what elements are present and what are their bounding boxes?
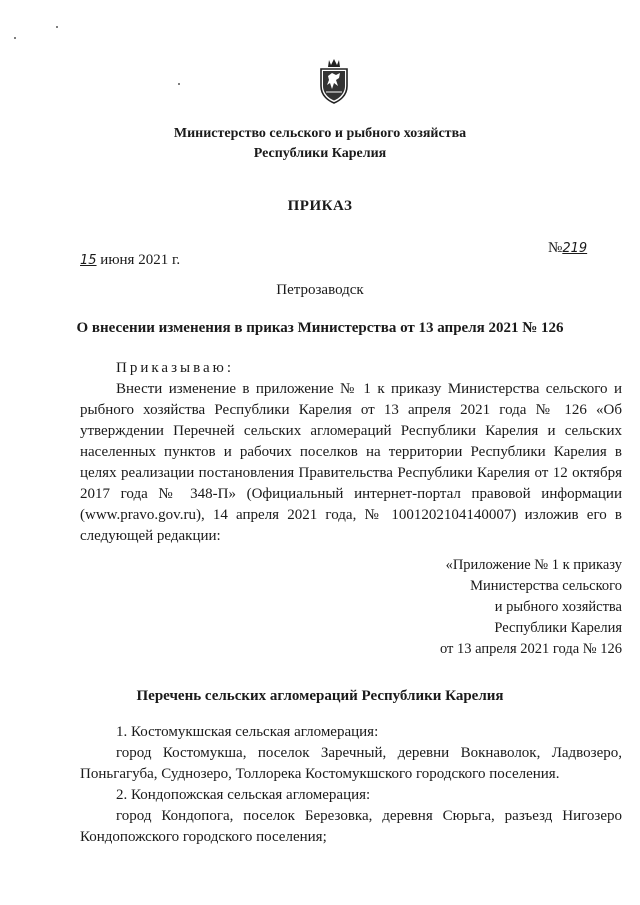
order-subject: О внесении изменения в приказ Министерства от 13 апреля 2021 № 126 <box>76 320 564 336</box>
list-item-text: город Костомукша, поселок Заречный, деревни Вокнаволок, Ладвозеро, Поньгагуба, Суднозеро, Толлорека Костомукшского городского поселения. <box>80 745 622 782</box>
document-type: ПРИКАЗ <box>287 198 353 214</box>
appendix-line-5: от 13 апреля 2021 года № 126 <box>439 641 622 657</box>
appendix-line-4: Республики Карелия <box>494 620 622 636</box>
city: Петрозаводск <box>276 282 364 298</box>
list-item-text: город Кондопога, поселок Березовка, деревня Сюрьга, разъезд Нигозеро Кондопожского городского поселения; <box>80 808 622 845</box>
ministry-line-1: Министерство сельского и рыбного хозяйства <box>173 126 467 141</box>
date-day-handwritten: 15 <box>80 253 97 268</box>
list-item-heading: 1. Костомукшская сельская агломерация: <box>116 724 379 740</box>
order-paragraph: Внести изменение в приложение № 1 к приказу Министерства сельского и рыбного хозяйства Республики Карелия от 13 апреля 2021 года № 126 «Об утверждении Перечней сельских агломераций Республики Карелия и сельских населенных пунктов и рабочих поселков на территории Республики Карелия в целях реализации постановления Правительства Республики Карелия от 12 октября 2017 года № 348-П» (Официальный интернет-портал правовой информации (www.pravo.gov.ru), 14 апреля 2021 года, № 1001202104140007) изложив его в следующей редакции: <box>80 381 622 544</box>
scan-speck <box>14 37 16 39</box>
ministry-line-2: Республики Карелия <box>253 146 387 161</box>
order-body <box>80 358 622 547</box>
appendix-line-3: и рыбного хозяйства <box>494 599 622 615</box>
ministry-name <box>0 124 640 164</box>
date-rest: июня 2021 г. <box>96 252 181 268</box>
list-title: Перечень сельских агломераций Республики Карелия <box>136 688 504 704</box>
appendix-stamp <box>382 555 622 660</box>
agglomeration-list <box>80 722 622 848</box>
list-item-heading: 2. Кондопожская сельская агломерация: <box>116 787 371 803</box>
order-date <box>80 252 180 269</box>
karelia-coat-of-arms-icon <box>317 56 351 104</box>
scan-speck <box>56 26 58 28</box>
scan-speck <box>178 83 180 85</box>
number-handwritten: 219 <box>562 241 588 256</box>
appendix-line-1: «Приложение № 1 к приказу <box>445 557 622 573</box>
appendix-line-2: Министерства сельского <box>470 578 622 594</box>
number-prefix: № <box>548 240 563 256</box>
order-word: Приказываю: <box>116 360 234 376</box>
order-number <box>548 240 587 257</box>
